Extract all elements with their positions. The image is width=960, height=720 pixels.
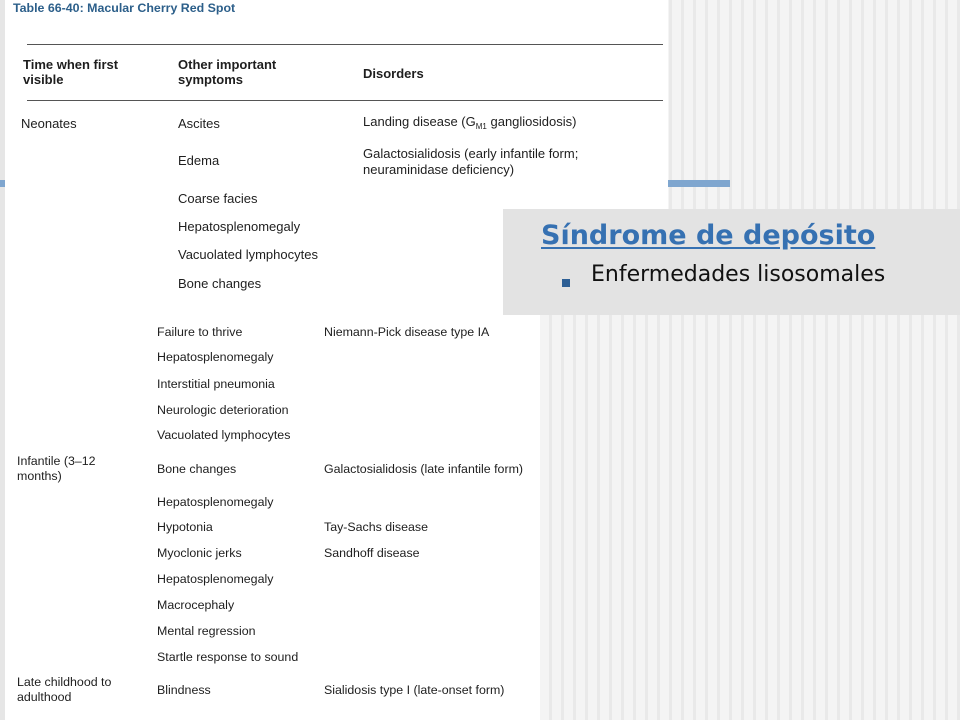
time-infantile: months) <box>17 469 62 483</box>
symptom: Hepatosplenomegaly <box>157 495 274 509</box>
time-late: adulthood <box>17 690 72 704</box>
symptom: Hepatosplenomegaly <box>157 572 274 586</box>
symptom: Edema <box>178 153 220 168</box>
disorder: Galactosialidosis (early infantile form; <box>363 146 579 161</box>
symptom: Hypotonia <box>157 520 213 534</box>
symptom: Ascites <box>178 116 220 131</box>
disorder: neuraminidase deficiency) <box>363 162 515 177</box>
symptom: Mental regression <box>157 624 256 638</box>
disorder: Sandhoff disease <box>324 546 420 560</box>
table-caption: Table 66-40: Macular Cherry Red Spot <box>13 1 236 15</box>
header-bottom-rule <box>27 100 663 101</box>
disorder: Tay-Sachs disease <box>324 520 428 534</box>
symptom: Myoclonic jerks <box>157 546 242 560</box>
accent-bar <box>665 180 730 187</box>
header-time: Time when first visible <box>23 57 119 87</box>
symptom: Bone changes <box>157 462 237 476</box>
disorder-landing: Landing disease ($G_{M1}$ gangliosidosis) <box>363 114 577 131</box>
symptom: Bone changes <box>178 276 262 291</box>
table-top-rule <box>27 44 663 45</box>
symptom: Neurologic deterioration <box>157 403 289 417</box>
disorder: Sialidosis type I (late-onset form) <box>324 683 505 697</box>
symptom: Vacuolated lymphocytes <box>157 428 291 442</box>
symptom: Vacuolated lymphocytes <box>178 247 318 262</box>
disorder: Niemann-Pick disease type IA <box>324 325 490 339</box>
time-late: Late childhood to <box>17 675 112 689</box>
symptom: Hepatosplenomegaly <box>178 219 301 234</box>
symptom: Hepatosplenomegaly <box>157 350 274 364</box>
disorder: Galactosialidosis (late infantile form) <box>324 462 524 476</box>
slide-title[interactable]: Síndrome de depósito <box>541 220 876 251</box>
symptom: Startle response to sound <box>157 650 299 664</box>
header-disorders: Disorders <box>363 66 424 81</box>
symptom: Interstitial pneumonia <box>157 377 275 391</box>
symptom: Blindness <box>157 683 211 697</box>
slide-title-box <box>503 209 960 315</box>
symptom: Macrocephaly <box>157 598 235 612</box>
time-neonates: Neonates <box>21 116 77 131</box>
bullet-square-icon <box>562 279 570 287</box>
symptom: Failure to thrive <box>157 325 243 339</box>
bullet-item: Enfermedades lisosomales <box>591 262 886 287</box>
time-infantile: Infantile (3–12 <box>17 454 96 468</box>
table-image-lower <box>5 312 540 720</box>
symptom: Coarse facies <box>178 191 258 206</box>
header-symptoms: Other important symptoms <box>178 57 277 87</box>
